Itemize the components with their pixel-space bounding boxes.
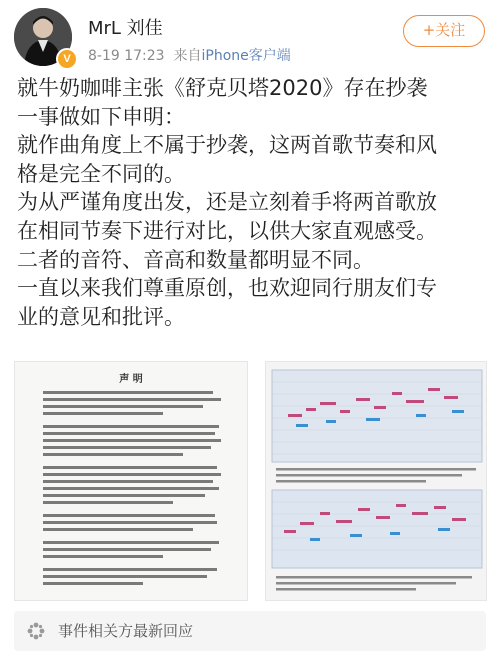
statement-title: 声 明 [119, 374, 143, 385]
piano-roll-comparison [266, 362, 487, 601]
post-time: 8-19 17:23 [88, 48, 165, 64]
related-events-label[interactable]: 事件相关方最新回应 [58, 622, 194, 640]
verified-badge-icon: V [56, 48, 78, 70]
post-text-line: 一事做如下申明： [17, 104, 185, 129]
post-text-line: 在相同节奏下进行对比，以供大家直观感受。 [17, 218, 437, 243]
post-text-line: 格是完全不同的。 [17, 161, 185, 186]
post-meta [88, 45, 291, 65]
author-name[interactable]: MrL 刘佳 [88, 18, 163, 39]
post-header [0, 0, 500, 70]
related-events-bar[interactable] [0, 607, 500, 657]
source-app-link[interactable]: iPhone客户端 [201, 48, 291, 64]
follow-button[interactable]: +关注 [403, 15, 485, 47]
comparison-image[interactable] [265, 361, 487, 601]
post-text-line: 一直以来我们尊重原创，也欢迎同行朋友们专 [17, 276, 437, 301]
statement-text-lines [15, 385, 248, 601]
post-text-line: 就牛奶咖啡主张《舒克贝塔2020》存在抄袭 [17, 76, 428, 100]
post-body [17, 74, 487, 331]
post-text-line: 二者的音符、音高和数量都明显不同。 [17, 247, 374, 272]
post-text-line: 为从严谨角度出发，还是立刻着手将两首歌放 [17, 190, 437, 215]
pinwheel-icon [26, 621, 46, 645]
source-prefix: 来自 [173, 48, 202, 64]
statement-image[interactable] [14, 361, 248, 601]
post-text-line: 业的意见和批评。 [17, 304, 185, 329]
related-events-box[interactable] [14, 611, 486, 651]
post-text-line: 就作曲角度上不属于抄袭，这两首歌节奏和风 [17, 133, 437, 158]
